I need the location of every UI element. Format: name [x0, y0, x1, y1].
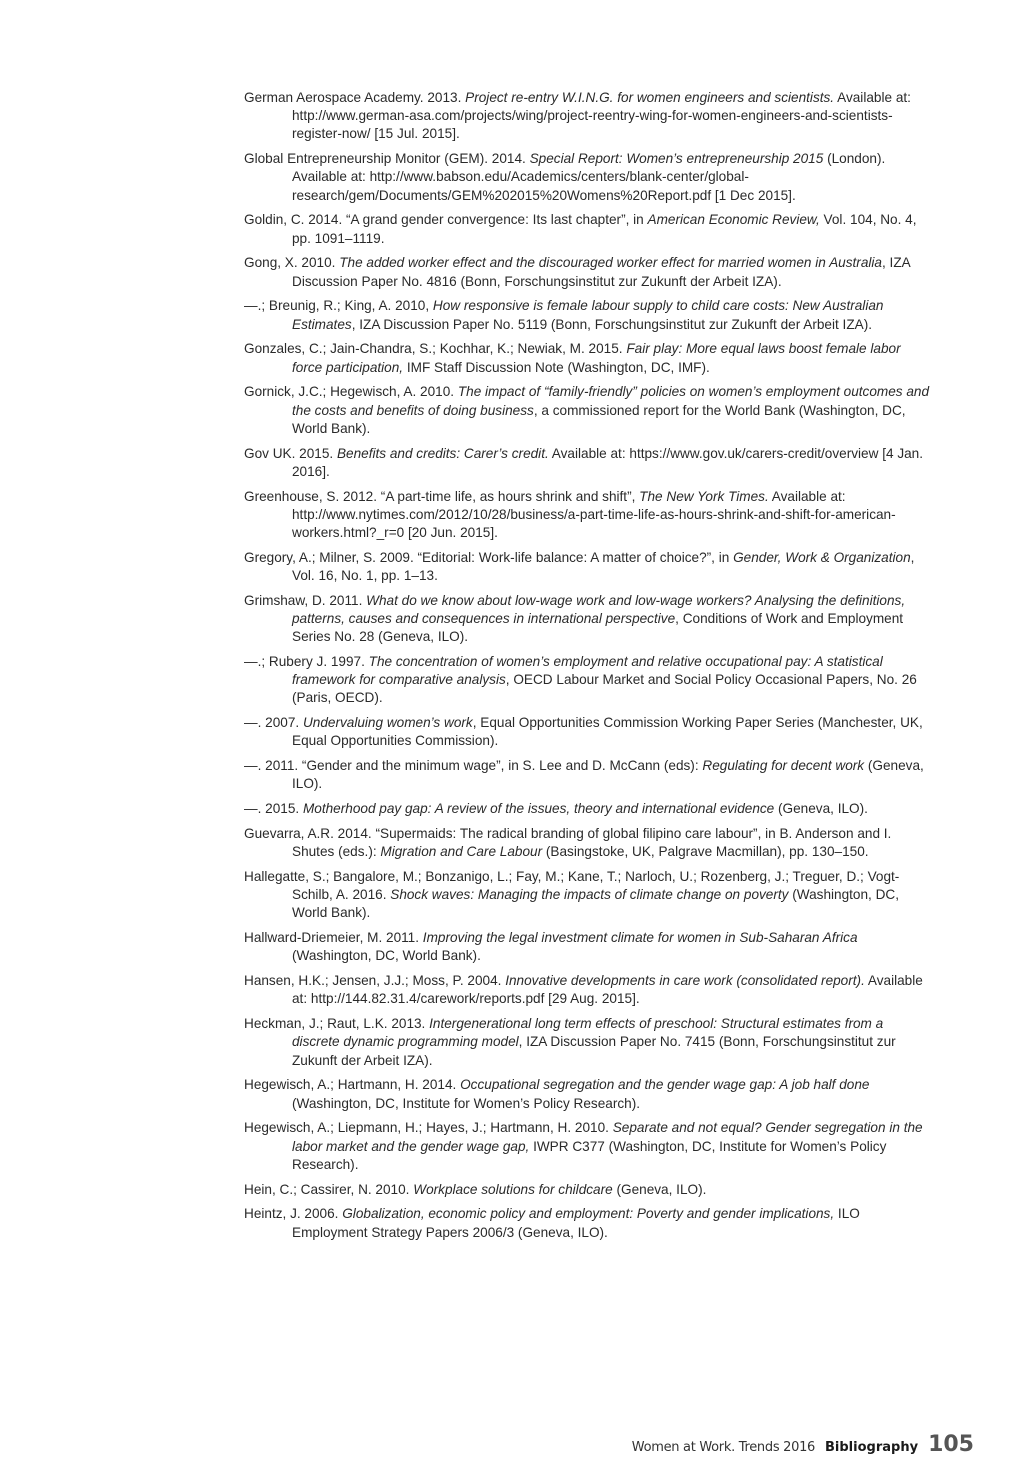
reference-entry: Gonzales, C.; Jain-Chandra, S.; Kochhar, K.; Newiak, M. 2015. Fair play: More equal laws boost female labor force participation, IMF Staff Discussion Note (Washington, DC, IMF).	[244, 341, 901, 375]
reference-entry: Hein, C.; Cassirer, N. 2010. Workplace solutions for childcare (Geneva, ILO).	[244, 1181, 707, 1197]
reference-entry: Greenhouse, S. 2012. “A part-time life, as hours shrink and shift”, The New York Times. Available at: http://www.nytimes.com/2012/10/28/business/a-part-time-life-as-hours-shrink-and-shift-for-american-workers.html?_r=0 [20 Jun. 2015].	[244, 488, 896, 541]
reference-entry: Grimshaw, D. 2011. What do we know about low-wage work and low-wage workers? Analysing the definitions, patterns, causes and consequences in international perspective, Conditions of Work and Employment Series No. 28 (Geneva, ILO).	[244, 592, 906, 645]
reference-entry: Gregory, A.; Milner, S. 2009. “Editorial: Work-life balance: A matter of choice?”, in Gender, Work & Organization, Vol. 16, No. 1, pp. 1–13.	[244, 549, 915, 584]
reference-entry: German Aerospace Academy. 2013. Project re-entry W.I.N.G. for women engineers and scientists. Available at: http://www.german-asa.com/projects/wing/project-reentry-wing-for-women-engineers-and-scientists-register-now/ [15 Jul. 2015].	[244, 90, 911, 142]
reference-entry: —. 2011. “Gender and the minimum wage”, in S. Lee and D. McCann (eds): Regulating for decent work (Geneva, ILO).	[244, 758, 924, 792]
reference-entry: —.; Breunig, R.; King, A. 2010, How responsive is female labour supply to child care costs: New Australian Estimates, IZA Discussion Paper No. 5119 (Bonn, Forschungsinstitut zur Zukunft der Arbeit IZA).	[244, 298, 884, 332]
reference-entry: Gong, X. 2010. The added worker effect and the discouraged worker effect for married women in Australia, IZA Discussion Paper No. 4816 (Bonn, Forschungsinstitut zur Zukunft der Arbeit IZA).	[244, 255, 910, 289]
reference-entry: —. 2007. Undervaluing women’s work, Equal Opportunities Commission Working Paper Series (Manchester, UK, Equal Opportunities Commission).	[244, 715, 923, 749]
bibliography-list	[244, 89, 934, 1248]
reference-entry: Gornick, J.C.; Hegewisch, A. 2010. The impact of “family-friendly” policies on women’s employment outcomes and the costs and benefits of doing business, a commissioned report for the World Bank (Washington, DC, World Bank).	[244, 384, 930, 436]
page-number: 105	[928, 1432, 974, 1457]
reference-entry: Hegewisch, A.; Liepmann, H.; Hayes, J.; Hartmann, H. 2010. Separate and not equal? Gender segregation in the labor market and the gender wage gap, IWPR C377 (Washington, DC, Institute for Women’s Policy Research).	[244, 1120, 923, 1172]
reference-entry: —.; Rubery J. 1997. The concentration of women’s employment and relative occupational pay: A statistical framework for comparative analysis, OECD Labour Market and Social Policy Occasional Papers, No. 26 (Paris, OECD).	[244, 654, 917, 706]
reference-entry: Heintz, J. 2006. Globalization, economic policy and employment: Poverty and gender implications, ILO Employment Strategy Papers 2006/3 (Geneva, ILO).	[244, 1206, 860, 1240]
reference-entry: Hegewisch, A.; Hartmann, H. 2014. Occupational segregation and the gender wage gap: A job half done (Washington, DC, Institute for Women’s Policy Research).	[244, 1077, 870, 1111]
reference-entry: Hallward-Driemeier, M. 2011. Improving the legal investment climate for women in Sub-Saharan Africa (Washington, DC, World Bank).	[244, 930, 858, 964]
reference-entry: Goldin, C. 2014. “A grand gender convergence: Its last chapter”, in American Economic Review, Vol. 104, No. 4, pp. 1091–1119.	[244, 212, 917, 246]
reference-entry: Hallegatte, S.; Bangalore, M.; Bonzanigo, L.; Fay, M.; Kane, T.; Narloch, U.; Rozenberg, J.; Treguer, D.; Vogt-Schilb, A. 2016. Shock waves: Managing the impacts of climate change on poverty (Washington, DC, World Bank).	[244, 869, 900, 921]
publication-title: Women at Work. Trends 2016	[631, 1440, 816, 1455]
section-name: Bibliography	[825, 1440, 919, 1455]
reference-entry: —. 2015. Motherhood pay gap: A review of the issues, theory and international evidence (Geneva, ILO).	[244, 801, 868, 817]
reference-entry: Heckman, J.; Raut, L.K. 2013. Intergenerational long term effects of preschool: Structural estimates from a discrete dynamic programming model, IZA Discussion Paper No. 7415 (Bonn, Forschungsinstitut zur Zukunft der Arbeit IZA).	[244, 1016, 896, 1068]
reference-entry: Guevarra, A.R. 2014. “Supermaids: The radical branding of global filipino care labour”, in B. Anderson and I. Shutes (eds.): Migration and Care Labour (Basingstoke, UK, Palgrave Macmillan), pp. 130–150.	[244, 826, 892, 860]
reference-entry: Global Entrepreneurship Monitor (GEM). 2014. Special Report: Women’s entrepreneurship 2015 (London). Available at: http://www.babson.edu/Academics/centers/blank-center/global-research/gem/Documents/GEM%202015%20Womens%20Report.pdf [1 Dec 2015].	[244, 151, 886, 203]
reference-entry: Gov UK. 2015. Benefits and credits: Carer’s credit. Available at: https://www.gov.uk/carers-credit/overview [4 Jan. 2016].	[244, 445, 924, 479]
page-footer	[632, 1432, 974, 1457]
reference-entry: Hansen, H.K.; Jensen, J.J.; Moss, P. 2004. Innovative developments in care work (consolidated report). Available at: http://144.82.31.4/carework/reports.pdf [29 Aug. 2015].	[244, 973, 923, 1007]
